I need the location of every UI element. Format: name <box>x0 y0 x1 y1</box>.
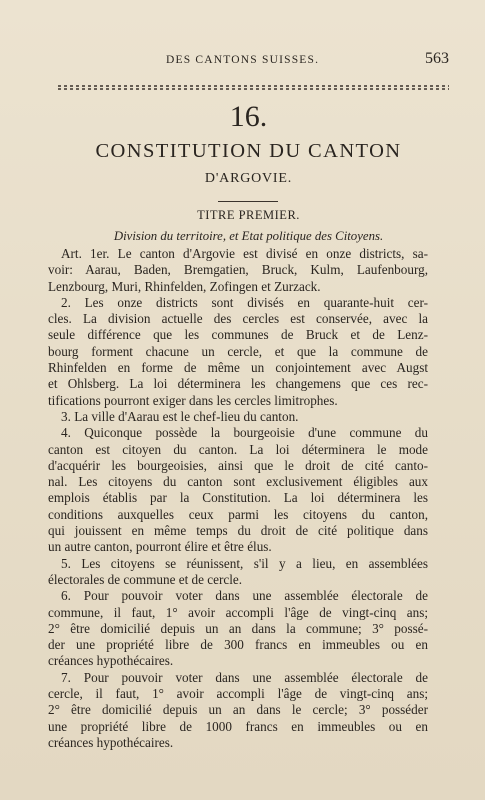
articles-body <box>48 246 428 751</box>
constitution-number: 16. <box>229 100 268 133</box>
article-line: Rhinfelden en forme de même un conjointement avec Augst <box>48 360 428 376</box>
article-line: seule différence que les communes de Bruck et de Lenz- <box>48 327 428 343</box>
article-paragraph <box>48 409 428 425</box>
article-line: commune, il faut, 1° avoir accompli l'âge de vingt-cinq ans; <box>48 604 428 620</box>
article-line: 2. Les onze districts sont divisés en quarante-huit cer- <box>61 294 428 310</box>
constitution-subtitle: D'ARGOVIE. <box>204 171 293 186</box>
article-paragraph <box>48 246 428 295</box>
running-title: DES CANTONS SUISSES. <box>166 54 320 66</box>
article-line: bourg forment chacune un cercle, et que la commune de <box>48 343 428 359</box>
article-line: 5. Les citoyens se réunissent, s'il y a lieu, en assemblées <box>61 555 428 571</box>
article-line: cles. La division actuelle des cercles est conservée, avec la <box>48 311 428 327</box>
page-number: 563 <box>425 50 449 67</box>
article-line: un autre canton, pourront élire et être élus. <box>48 539 272 555</box>
article-paragraph <box>48 670 428 751</box>
article-line: tifications pourront exiger dans les cercles limitrophes. <box>48 392 338 408</box>
article-paragraph <box>48 556 428 589</box>
article-line: 7. Pour pouvoir voter dans une assemblée électorale de <box>61 669 428 685</box>
article-line: 6. Pour pouvoir voter dans une assemblée électorale de <box>61 588 428 604</box>
article-line: nal. Les citoyens du canton sont exclusivement éligibles aux <box>48 474 428 490</box>
article-line: conditions auxquelles ceux parmi les citoyens du canton, <box>48 506 428 522</box>
article-line: canton est citoyen du canton. La loi déterminera le mode <box>48 441 428 457</box>
article-line: 2° être domicilié depuis un an dans le cercle; 3° posséder <box>48 702 428 718</box>
article-line: Lenzbourg, Muri, Rhinfelden, Zofingen et Zurzack. <box>48 278 321 294</box>
article-line: 3. La ville d'Aarau est le chef-lieu du canton. <box>61 408 299 424</box>
article-line: Art. 1er. Le canton d'Argovie est divisé en onze districts, sa- <box>61 246 428 261</box>
ornamental-rule <box>58 84 449 90</box>
article-line: der une propriété libre de 300 francs en immeubles ou en <box>48 637 428 653</box>
article-paragraph <box>48 295 428 409</box>
article-paragraph <box>48 425 428 555</box>
article-line: créances hypothécaires. <box>48 653 174 669</box>
article-line: et Ohlsberg. La loi déterminera les changemens que ces rec- <box>48 376 428 392</box>
article-line: cercle, il faut, 1° avoir accompli l'âge de vingt-cinq ans; <box>48 686 428 702</box>
constitution-title: CONSTITUTION DU CANTON <box>95 140 402 162</box>
article-line: d'acquérir les bourgeoisies, ainsi que le droit de cité canto- <box>48 457 428 473</box>
division-heading: Division du territoire, et Etat politique des Citoyens. <box>113 229 384 243</box>
article-line: qui jouissent en même temps du droit de cité politique dans <box>48 523 428 539</box>
article-line: 4. Quiconque possède la bourgeoisie d'une commune du <box>61 425 428 441</box>
article-line: créances hypothécaires. <box>48 734 174 750</box>
article-line: 2° être domicilié depuis un an dans la commune; 3° possé- <box>48 620 428 636</box>
running-head <box>48 52 449 70</box>
article-paragraph <box>48 588 428 669</box>
article-line: emplois établis par la Constitution. La loi déterminera les <box>48 490 428 506</box>
article-line: une propriété libre de 1000 francs en immeubles ou en <box>48 718 428 734</box>
article-line: électorales de commune et de cercle. <box>48 571 243 587</box>
article-line: voir: Aarau, Baden, Bremgatien, Bruck, Kulm, Laufenbourg, <box>48 262 428 278</box>
title-rule <box>218 201 278 202</box>
titre-heading: TITRE PREMIER. <box>197 208 300 222</box>
